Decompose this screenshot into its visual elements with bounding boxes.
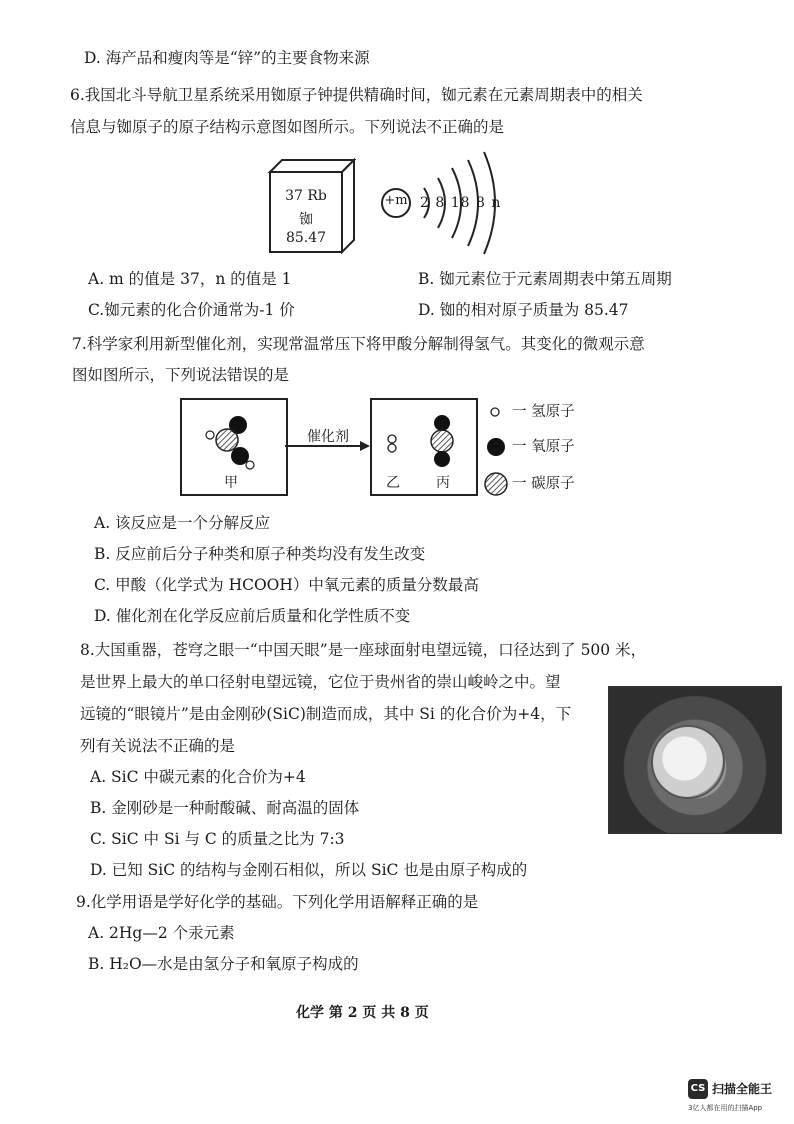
q6-option-a: A. m 的值是 37，n 的值是 1 <box>88 270 292 288</box>
q8-option-a: A. SiC 中碳元素的化合价为+4 <box>90 768 306 786</box>
q8-stem-line1: 8.大国重器，苍穹之眼一“中国天眼”是一座球面射电望远镜，口径达到了 500 米， <box>80 641 647 659</box>
label-yi: 乙 <box>386 475 400 491</box>
q5-option-d: D. 海产品和瘦肉等是“锌”的主要食物来源 <box>84 49 370 67</box>
q7-option-b: B. 反应前后分子种类和原子种类均没有发生改变 <box>94 545 426 563</box>
label-jia: 甲 <box>224 475 238 491</box>
element-number-symbol: 37 Rb <box>285 188 327 204</box>
reaction-molecules <box>0 0 794 520</box>
element-mass: 85.47 <box>285 230 327 246</box>
catalyst-label: 催化剂 <box>307 429 349 445</box>
element-name: 铷 <box>299 212 313 228</box>
q6-option-b: B. 铷元素位于元素周期表中第五周期 <box>418 270 672 288</box>
q8-option-c: C. SiC 中 Si 与 C 的质量之比为 7:3 <box>90 830 345 848</box>
q7-option-a: A. 该反应是一个分解反应 <box>94 514 271 532</box>
page-footer: 化学 第 2 页 共 8 页 <box>296 1005 429 1021</box>
legend-hydrogen: 一 氢原子 <box>512 404 575 420</box>
nucleus-charge: +m <box>384 193 408 208</box>
q6-option-c: C.铷元素的化合价通常为-1 价 <box>88 301 295 319</box>
q8-option-d: D. 已知 SiC 的结构与金刚石相似，所以 SiC 也是由原子构成的 <box>90 861 528 879</box>
q8-stem-line4: 列有关说法不正确的是 <box>80 737 236 755</box>
q8-stem-line2: 是世界上最大的单口径射电望远镜，它位于贵州省的崇山峻岭之中。望 <box>80 673 561 691</box>
q6-stem-line2: 信息与铷原子的原子结构示意图如图所示。下列说法不正确的是 <box>70 118 505 136</box>
q9-stem: 9.化学用语是学好化学的基础。下列化学用语解释正确的是 <box>76 893 479 911</box>
q8-stem-line3: 远镜的“眼镜片”是由金刚砂(SiC)制造而成，其中 Si 的化合价为+4，下 <box>80 705 572 723</box>
fast-telescope-photo <box>608 686 782 834</box>
q9-option-a: A. 2Hg—2 个汞元素 <box>88 924 235 942</box>
q8-option-b: B. 金刚砂是一种耐酸碱、耐高温的固体 <box>90 799 360 817</box>
legend-carbon: 一 碳原子 <box>512 476 575 492</box>
electron-shells: 2 8 18 8 n <box>420 195 502 211</box>
q7-option-c: C. 甲酸（化学式为 HCOOH）中氧元素的质量分数最高 <box>94 576 479 594</box>
telescope-dish <box>651 725 725 799</box>
q7-stem-line1: 7.科学家利用新型催化剂，实现常温常压下将甲酸分解制得氢气。其变化的微观示意 <box>72 335 645 353</box>
camscanner-name: 扫描全能王 <box>712 1082 773 1096</box>
q7-option-d: D. 催化剂在化学反应前后质量和化学性质不变 <box>94 607 411 625</box>
camscanner-tagline: 3亿人都在用的扫描App <box>688 1104 763 1112</box>
label-bing: 丙 <box>436 475 450 491</box>
camscanner-logo-icon: CS <box>688 1079 708 1099</box>
q6-stem-line1: 6.我国北斗导航卫星系统采用铷原子钟提供精确时间，铷元素在元素周期表中的相关 <box>70 86 643 104</box>
legend-oxygen: 一 氧原子 <box>512 439 575 455</box>
q6-option-d: D. 铷的相对原子质量为 85.47 <box>418 301 629 319</box>
q7-stem-line2: 图如图所示，下列说法错误的是 <box>72 366 290 384</box>
q9-option-b: B. H₂O—水是由氢分子和氧原子构成的 <box>88 955 359 973</box>
